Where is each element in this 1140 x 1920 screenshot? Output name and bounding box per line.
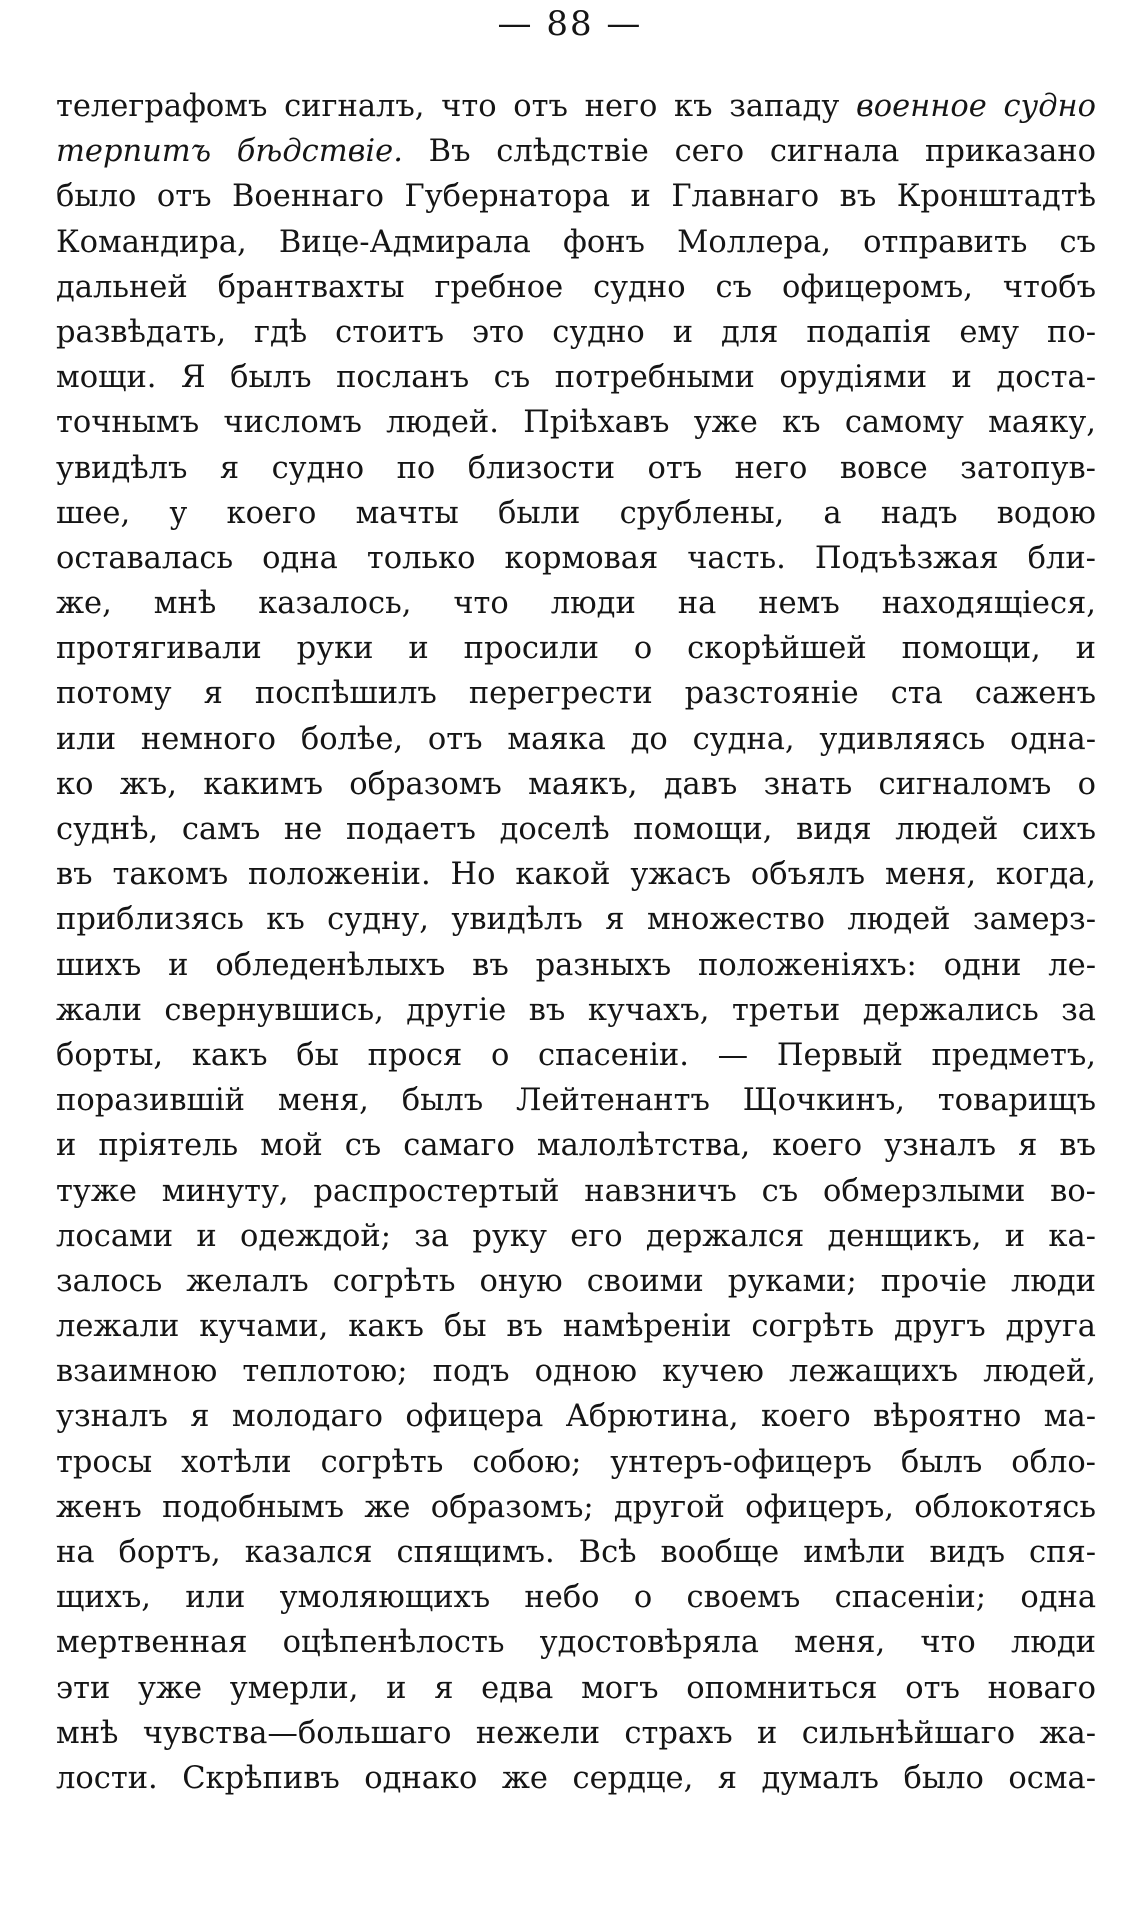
text-line xyxy=(56,446,1096,491)
line-text: взаимною теплотою; подъ одною кучею лежащихъ людей, xyxy=(56,1354,1096,1390)
line-text: дальней брантвахты гребное судно съ офицеромъ, чтобъ xyxy=(56,269,1096,305)
line-text: шихъ и обледенѣлыхъ въ разныхъ положеніяхъ: одни ле- xyxy=(56,947,1096,983)
line-text: развѣдать, гдѣ стоитъ это судно и для подапія ему по- xyxy=(56,314,1096,350)
line-text: залось желалъ согрѣть оную своими руками; прочіе люди xyxy=(56,1263,1096,1299)
line-text: точнымъ числомъ людей. Пріѣхавъ уже къ самому маяку, xyxy=(56,405,1096,441)
text-line xyxy=(56,807,1096,852)
line-text: мертвенная оцѣпенѣлость удостовѣряла меня, что люди xyxy=(56,1625,1096,1661)
line-text: мощи. Я былъ посланъ съ потребными орудіями и доста- xyxy=(56,360,1096,396)
line-text: шее, у коего мачты были срублены, а надъ водою xyxy=(56,495,1096,531)
line-text: и пріятель мой съ самаго малолѣтства, коего узналъ я въ xyxy=(56,1128,1096,1164)
text-line xyxy=(56,626,1096,671)
text-line xyxy=(56,1485,1096,1530)
line-text: женъ подобнымъ же образомъ; другой офицеръ, облокотясь xyxy=(56,1489,1096,1525)
line-text: щихъ, или умоляющихъ небо о своемъ спасеніи; одна xyxy=(56,1580,1096,1616)
text-line xyxy=(56,536,1096,581)
line-text: приблизясь къ судну, увидѣлъ я множество людей замерз- xyxy=(56,902,1096,938)
text-line xyxy=(56,1169,1096,1214)
line-text: телеграфомъ сигналъ, что отъ него къ западу xyxy=(56,89,856,124)
line-text: потому я поспѣшилъ перегрести разстояніе ста саженъ xyxy=(56,676,1096,712)
italic-text: военное судно xyxy=(855,89,1096,124)
text-line xyxy=(56,1575,1096,1620)
text-line xyxy=(56,762,1096,807)
line-text: оставалась одна только кормовая часть. Подъѣзжая бли- xyxy=(56,540,1096,576)
italic-text: терпитъ бѣдствіе. xyxy=(56,134,403,170)
page-number: — 88 — xyxy=(497,4,643,44)
line-text: лежали кучами, какъ бы въ намѣреніи согрѣть другъ друга xyxy=(56,1309,1096,1345)
text-line xyxy=(56,1033,1096,1078)
line-text: Въ слѣдствіе сего сигнала приказано xyxy=(402,134,1096,170)
text-line xyxy=(56,852,1096,897)
line-text: на бортъ, казался спящимъ. Всѣ вообще имѣли видъ спя- xyxy=(56,1535,1096,1570)
text-line xyxy=(56,1304,1096,1349)
text-line xyxy=(56,1620,1096,1665)
text-line xyxy=(56,1394,1096,1439)
line-text: протягивали руки и просили о скорѣйшей помощи, и xyxy=(56,631,1096,667)
line-text: ко жъ, какимъ образомъ маякъ, давъ знать сигналомъ о xyxy=(56,766,1096,802)
text-line xyxy=(56,1756,1096,1801)
line-text: узналъ я молодаго офицера Абрютина, коего вѣроятно ма- xyxy=(56,1399,1096,1435)
line-text: поразившій меня, былъ Лейтенантъ Щочкинъ, товарищъ xyxy=(56,1083,1096,1119)
line-text: жали свернувшись, другіе въ кучахъ, третьи держались за xyxy=(56,992,1096,1028)
text-line xyxy=(56,897,1096,942)
text-line xyxy=(56,1666,1096,1711)
text-line xyxy=(56,310,1096,355)
line-text: тросы хотѣли согрѣть собою; унтеръ-офицеръ былъ обло- xyxy=(56,1444,1096,1480)
text-line xyxy=(56,581,1096,626)
text-line xyxy=(56,220,1096,265)
text-line xyxy=(56,717,1096,762)
text-line xyxy=(56,1259,1096,1304)
text-line xyxy=(56,265,1096,310)
line-text: было отъ Военнаго Губернатора и Главнаго въ Кронштадтѣ xyxy=(56,179,1096,215)
line-text: борты, какъ бы прося о спасеніи. — Первый предметъ, xyxy=(56,1037,1096,1073)
line-text: лости. Скрѣпивъ однако же сердце, я думалъ было осма- xyxy=(56,1760,1096,1796)
line-text: суднѣ, самъ не подаетъ доселѣ помощи, видя людей сихъ xyxy=(56,812,1096,847)
text-line xyxy=(56,84,1096,129)
line-text: или немного болѣе, отъ маяка до судна, удивляясь одна- xyxy=(56,721,1096,757)
line-text: эти уже умерли, и я едва могъ опомниться отъ новаго xyxy=(56,1670,1096,1706)
line-text: туже минуту, распростертый навзничъ съ обмерзлыми во- xyxy=(56,1173,1096,1209)
line-text: лосами и одеждой; за руку его держался денщикъ, и ка- xyxy=(56,1218,1096,1254)
text-line xyxy=(56,1214,1096,1259)
text-line xyxy=(56,1440,1096,1485)
line-text: въ такомъ положеніи. Но какой ужасъ объялъ меня, когда, xyxy=(56,857,1096,893)
text-line xyxy=(56,174,1096,219)
text-line xyxy=(56,943,1096,988)
text-line xyxy=(56,1078,1096,1123)
line-text: увидѣлъ я судно по близости отъ него вовсе затопув- xyxy=(56,450,1096,486)
text-line xyxy=(56,1349,1096,1394)
text-line xyxy=(56,400,1096,445)
text-line xyxy=(56,1530,1096,1575)
text-line xyxy=(56,1123,1096,1168)
line-text: мнѣ чувства—большаго нежели страхъ и сильнѣйшаго жа- xyxy=(56,1715,1096,1751)
line-text: Командира, Вице-Адмирала фонъ Моллера, отправить съ xyxy=(56,224,1096,260)
text-line xyxy=(56,988,1096,1033)
text-line xyxy=(56,491,1096,536)
text-body xyxy=(56,84,1096,1801)
text-line xyxy=(56,355,1096,400)
text-line xyxy=(56,671,1096,716)
text-line xyxy=(56,1711,1096,1756)
line-text: же, мнѣ казалось, что люди на немъ находящіеся, xyxy=(56,586,1096,622)
text-line xyxy=(56,129,1096,174)
